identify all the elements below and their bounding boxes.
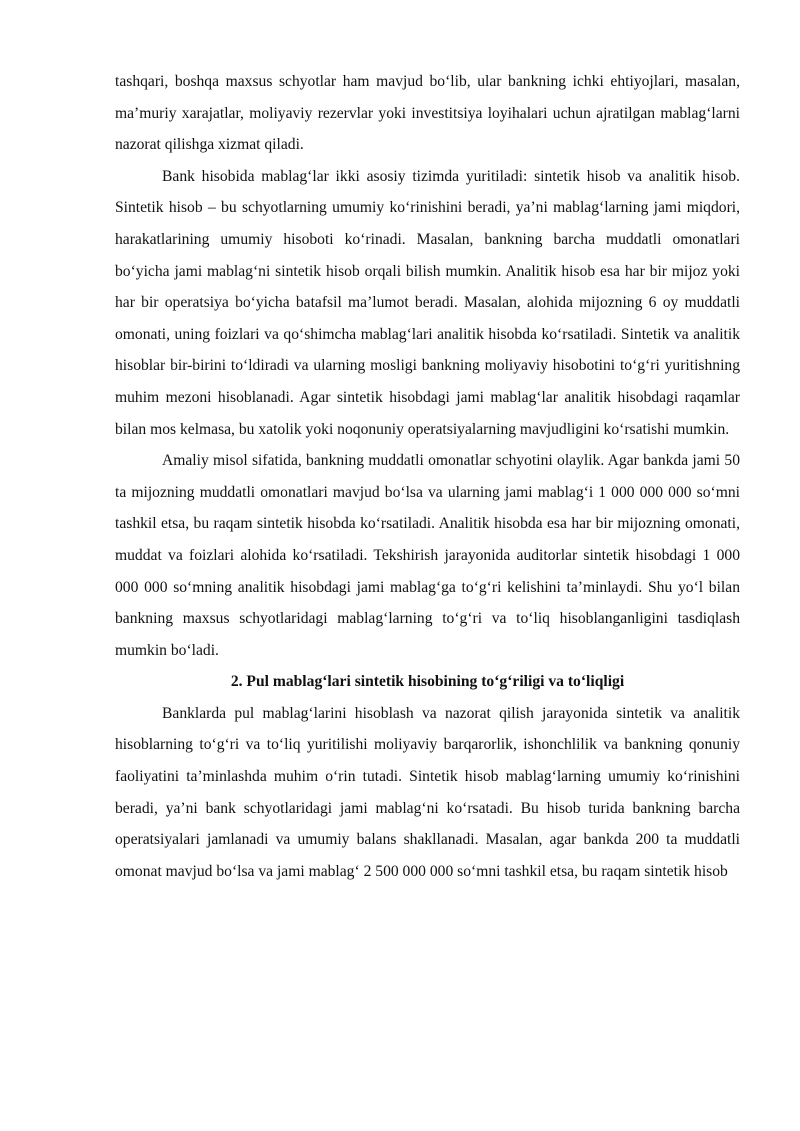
document-page	[115, 66, 740, 887]
paragraph-accounting-systems: Bank hisobida mablag‘lar ikki asosiy tizimda yuritiladi: sintetik hisob va analitik hisob. Sintetik hisob – bu schyotlarning umumiy ko‘rinishini beradi, ya’ni mablag‘larning jami miqdori, harakatlarining umumiy hisoboti ko‘rinadi. Masalan, bankning barcha muddatli omonatlari bo‘yicha jami mablag‘ni sintetik hisob orqali bilish mumkin. Analitik hisob esa har bir mijoz yoki har bir operatsiya bo‘yicha batafsil ma’lumot beradi. Masalan, alohida mijozning 6 oy muddatli omonati, uning foizlari va qo‘shimcha mablag‘lari analitik hisobda ko‘rsatiladi. Sintetik va analitik hisoblar bir-birini to‘ldiradi va ularning mosligi bankning moliyaviy hisobotini to‘g‘ri yuritishning muhim mezoni hisoblanadi. Agar sintetik hisobdagi jami mablag‘lar analitik hisobdagi raqamlar bilan mos kelmasa, bu xatolik yoki noqonuniy operatsiyalarning mavjudligini ko‘rsatishi mumkin.	[115, 167, 740, 438]
section-heading: 2. Pul mablag‘lari sintetik hisobining to‘g‘riligi va to‘liqligi	[230, 673, 625, 691]
paragraph-continuation: tashqari, boshqa maxsus schyotlar ham mavjud bo‘lib, ular bankning ichki ehtiyojlari, masalan, ma’muriy xarajatlar, moliyaviy rezervlar yoki investitsiya loyihalari uchun ajratilgan mablag‘larni nazorat qilishga xizmat qiladi.	[115, 73, 740, 154]
paragraph-practical-example: Amaliy misol sifatida, bankning muddatli omonatlar schyotini olaylik. Agar bankda jami 50 ta mijozning muddatli omonatlari mavjud bo‘lsa va ularning jami mablag‘i 1 000 000 000 so‘mni tashkil etsa, bu raqam sintetik hisobda ko‘rsatiladi. Analitik hisobda esa har bir mijozning omonati, muddat va foizlari alohida ko‘rsatiladi. Tekshirish jarayonida auditorlar sintetik hisobdagi 1 000 000 000 so‘mning analitik hisobdagi jami mablag‘ga to‘g‘ri kelishini ta’minlaydi. Shu yo‘l bilan bankning maxsus schyotlaridagi mablag‘larning to‘g‘ri va to‘liq hisoblanganligini tasdiqlash mumkin bo‘ladi.	[115, 452, 740, 659]
paragraph-section-intro: Banklarda pul mablag‘larini hisoblash va nazorat qilish jarayonida sintetik va analitik hisoblarning to‘g‘ri va to‘liq yuritilishi moliyaviy barqarorlik, ishonchlilik va bankning qonuniy faoliyatini ta’minlashda muhim o‘rin tutadi. Sintetik hisob mablag‘larning umumiy ko‘rinishini beradi, ya’ni bank schyotlaridagi jami mablag‘ni ko‘rsatadi. Bu hisob turida bankning barcha operatsiyalari jamlanadi va umumiy balans shakllanadi. Masalan, agar bankda 200 ta muddatli omonat mavjud bo‘lsa va jami mablag‘ 2 500 000 000 so‘mni tashkil etsa, bu raqam sintetik hisob	[115, 704, 740, 880]
